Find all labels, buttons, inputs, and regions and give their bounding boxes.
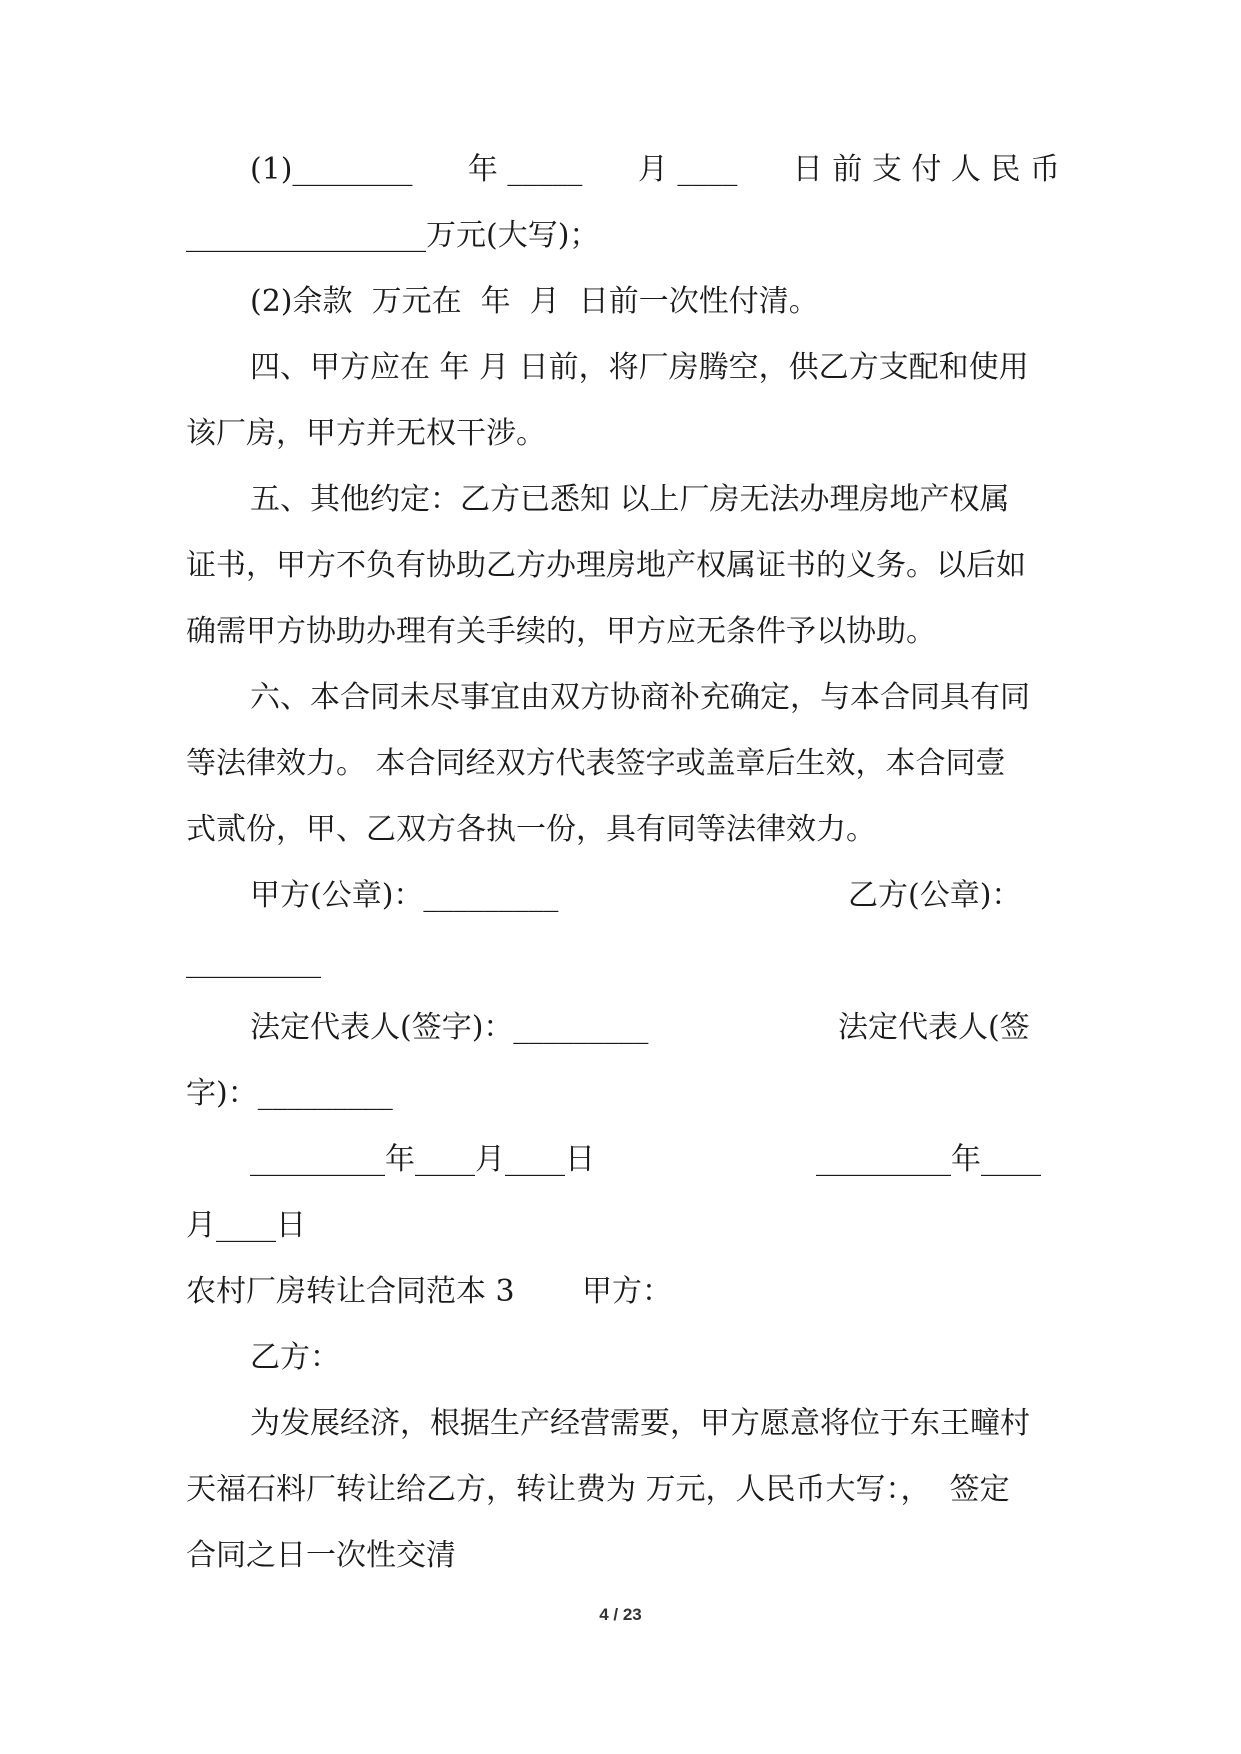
clause-6-line-2: 等法律效力。 本合同经双方代表签字或盖章后生效，本合同壹 (186, 746, 1006, 781)
signature-party-b: 乙方(公章)： (848, 878, 1022, 913)
payment-item-2: (2)余款 万元在 年 月 日前一次性付清。 (250, 284, 819, 319)
contract-3-body-line-3: 合同之日一次性交清 (186, 1538, 456, 1573)
representative-a: 法定代表人(签字)：_________ (250, 1010, 649, 1045)
clause-6-line-1: 六、本合同未尽事宜由双方协商补充确定，与本合同具有同 (250, 680, 1030, 715)
contract-3-party-a: 甲方： (582, 1274, 672, 1309)
representative-b: 法定代表人(签 (838, 1010, 1030, 1045)
clause-5-line-1: 五、其他约定：乙方已悉知 以上厂房无法办理房地产权属 (250, 482, 1010, 517)
clause-4-line-1: 四、甲方应在 年 月 日前，将厂房腾空，供乙方支配和使用 (250, 350, 1029, 385)
clause-5-line-3: 确需甲方协助办理有关手续的，甲方应无条件予以协助。 (186, 614, 936, 649)
contract-3-title: 农村厂房转让合同范本 3 (186, 1274, 515, 1309)
page-number: 4 / 23 (599, 1605, 642, 1624)
item1-year: 年 _____ (467, 152, 583, 187)
contract-3-body-line-1: 为发展经济，根据生产经营需要，甲方愿意将位于东王疃村 (250, 1406, 1030, 1441)
signature-party-a: 甲方(公章)：_________ (250, 878, 559, 913)
clause-4-line-2: 该厂房，甲方并无权干涉。 (186, 416, 546, 451)
item1-month: 月 ____ (637, 152, 738, 187)
item1-amount-line: ________________万元(大写)； (186, 218, 600, 253)
contract-3-party-b: 乙方： (250, 1340, 340, 1375)
item1-tail: 日 前 支 付 人 民 币 (792, 152, 1060, 187)
date-party-a: _________年____月____日 (250, 1142, 595, 1177)
date-party-b: _________年____ (816, 1142, 1041, 1177)
payment-item-1 (250, 150, 1060, 190)
representative-b-cont: 字)：_________ (186, 1076, 393, 1111)
date-party-b-cont: 月____日 (186, 1208, 306, 1243)
clause-5-line-2: 证书，甲方不负有协助乙方办理房地产权属证书的义务。以后如 (186, 548, 1026, 583)
clause-6-line-3: 式贰份，甲、乙双方各执一份，具有同等法律效力。 (186, 812, 876, 847)
signature-party-b-line: _________ (186, 944, 321, 979)
contract-3-body-line-2: 天福石料厂转让给乙方，转让费为 万元，人民币大写：， 签定 (186, 1472, 1010, 1507)
item1-prefix: (1)________ (250, 152, 413, 187)
